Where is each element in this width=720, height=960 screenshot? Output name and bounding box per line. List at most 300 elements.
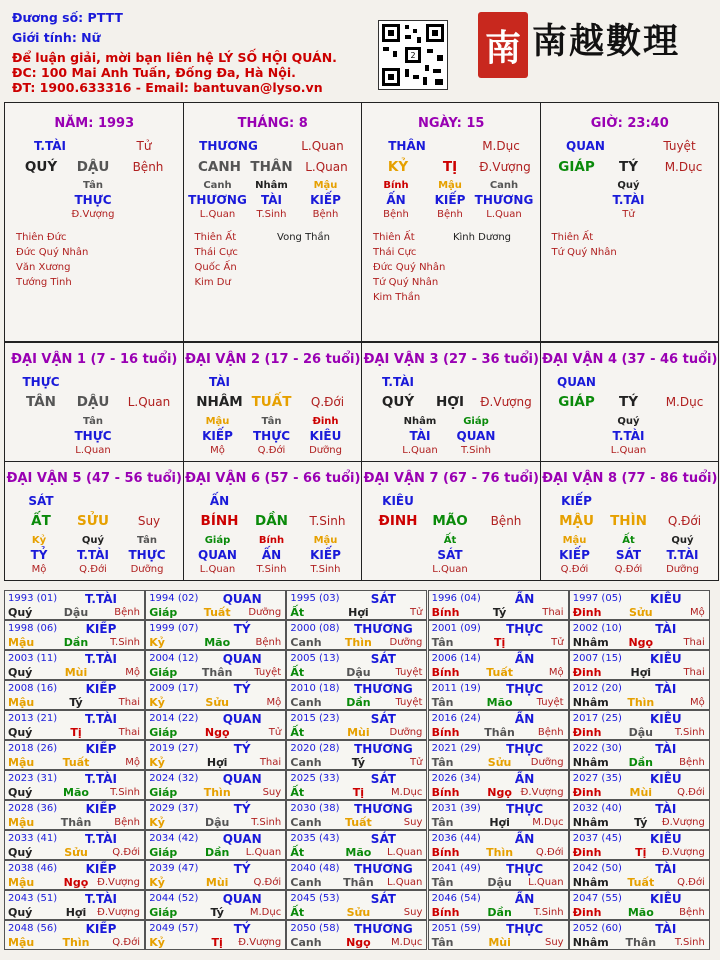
hidden-star: Q.Đới — [560, 564, 589, 575]
year-god: TÀI — [655, 922, 677, 936]
year-cell — [428, 920, 569, 950]
year-branch: Tị — [352, 786, 365, 799]
year-god: TỶ — [233, 742, 251, 756]
year-god: THƯƠNG — [354, 742, 413, 756]
pillar-title: GIỜ: 23:40 — [590, 116, 669, 131]
year-stem: Quý — [8, 606, 33, 619]
year-branch: Thân — [60, 816, 92, 829]
year-label: 2008 (16) — [8, 683, 58, 694]
year-cell — [145, 920, 286, 950]
hidden-stem: Quý — [81, 535, 105, 546]
year-stem: Giáp — [149, 666, 178, 679]
year-label: 2049 (57) — [149, 923, 199, 934]
year-stem: Bính — [431, 906, 460, 919]
dai-van-stem-god: QUAN — [557, 375, 596, 389]
year-cell — [428, 800, 569, 830]
year-god: SÁT — [370, 712, 396, 726]
hidden-stem: Nhâm — [403, 416, 437, 427]
year-label: 2048 (56) — [8, 923, 58, 934]
hidden-star: L.Quan — [402, 445, 438, 456]
year-god: TÀI — [655, 862, 677, 876]
year-branch: Sửu — [346, 906, 371, 919]
year-label: 2041 (49) — [431, 863, 481, 874]
year-star: Q.Đới — [253, 877, 282, 888]
pillar-top-star: Tuyệt — [663, 139, 696, 153]
year-stem: Tân — [431, 876, 454, 889]
year-branch: Mão — [627, 906, 654, 919]
hidden-star: L.Quan — [610, 445, 647, 456]
dai-van-stem: MẬU — [559, 513, 594, 529]
year-branch: Thân — [343, 876, 374, 889]
hidden-stem: Ất — [622, 535, 635, 546]
pillar-branch-star: L.Quan — [305, 160, 348, 174]
year-cell — [569, 740, 710, 770]
year-star: Bệnh — [537, 727, 564, 738]
year-star: M.Dục — [391, 937, 423, 948]
svg-text:2: 2 — [410, 51, 416, 60]
year-branch: Thìn — [486, 846, 514, 859]
dai-van-branch: DẬU — [76, 394, 110, 410]
hidden-god: ẤN — [386, 193, 406, 207]
year-stem: Bính — [431, 606, 460, 619]
special-star: Thái Cực — [373, 247, 417, 258]
pillar-stem: CANH — [198, 159, 241, 175]
year-cell — [4, 590, 145, 620]
dai-van-branch: SỬU — [77, 513, 109, 529]
year-cell — [145, 590, 286, 620]
dai-van-branch-star: T.Sinh — [309, 514, 346, 528]
dai-van-branch-star: Q.Đới — [310, 395, 345, 409]
year-cell — [428, 710, 569, 740]
year-star: Tử — [409, 607, 423, 618]
year-label: 2023 (31) — [8, 773, 58, 784]
year-label: 2030 (38) — [290, 803, 340, 814]
year-cell — [4, 830, 145, 860]
year-cell — [569, 860, 710, 890]
year-god: QUAN — [222, 892, 262, 906]
year-stem: Quý — [8, 726, 33, 739]
year-god: THƯƠNG — [354, 862, 413, 876]
year-branch: Mùi — [64, 666, 88, 679]
hidden-star: L.Quan — [432, 564, 468, 575]
year-cell — [4, 620, 145, 650]
year-god: ẤN — [514, 652, 535, 666]
year-stem: Quý — [8, 786, 33, 799]
hidden-star: T.Sinh — [461, 445, 491, 456]
hidden-stem: Bính — [383, 180, 409, 191]
dai-van-stem: QUÝ — [381, 394, 415, 410]
year-branch: Tuất — [62, 756, 90, 769]
year-god: QUAN — [222, 712, 262, 726]
year-stem: Ất — [290, 726, 305, 739]
dai-van-box — [361, 461, 541, 581]
year-god: T.TÀI — [85, 592, 117, 606]
year-cell — [4, 800, 145, 830]
year-cell — [286, 920, 427, 950]
year-star: Bệnh — [679, 757, 705, 768]
year-branch: Dần — [63, 636, 89, 649]
hidden-god: SÁT — [437, 548, 463, 562]
year-star: Thai — [118, 697, 140, 708]
year-stem: Đinh — [572, 726, 602, 739]
pillar-title: NGÀY: 15 — [418, 116, 485, 131]
year-cell — [4, 770, 145, 800]
year-label: 2001 (09) — [431, 623, 481, 634]
special-star: Kim Dư — [194, 277, 231, 288]
year-stem: Kỷ — [149, 816, 165, 829]
year-stem: Ất — [290, 786, 305, 799]
hidden-star: Bệnh — [437, 209, 463, 220]
year-stem: Tân — [431, 696, 454, 709]
year-branch: Ngọ — [63, 876, 89, 889]
year-stem: Mậu — [8, 696, 35, 709]
year-branch: Tuất — [203, 606, 231, 619]
year-cell — [145, 620, 286, 650]
gender-line: Giới tính: Nữ — [12, 30, 101, 45]
year-branch: Thân — [201, 666, 233, 679]
year-god: QUAN — [222, 772, 262, 786]
hidden-stem: Giáp — [463, 416, 489, 427]
year-branch: Thìn — [203, 786, 231, 799]
year-star: Đ.Vượng — [97, 907, 140, 918]
year-label: 1997 (05) — [572, 593, 622, 604]
year-stem: Tân — [431, 936, 454, 949]
year-god: QUAN — [222, 652, 262, 666]
year-branch: Dậu — [628, 726, 653, 739]
hidden-god: THỰC — [128, 548, 166, 562]
year-god: THỰC — [506, 682, 544, 696]
year-star: Đ.Vượng — [97, 877, 140, 888]
hidden-god: KIẾP — [202, 429, 233, 443]
hidden-stem: Tân — [137, 535, 157, 546]
year-god: ẤN — [514, 892, 535, 906]
pillar-stem: QUÝ — [24, 159, 58, 175]
hidden-star: L.Quan — [75, 445, 111, 456]
year-stem: Canh — [290, 756, 322, 769]
year-branch: Hợi — [206, 756, 228, 769]
year-god: T.TÀI — [85, 652, 117, 666]
special-star: Thái Cực — [194, 247, 238, 258]
year-label: 2022 (30) — [572, 743, 622, 754]
year-god: SÁT — [370, 892, 396, 906]
year-cell — [569, 920, 710, 950]
hidden-stem: Mậu — [313, 535, 338, 546]
dai-van-stem: ĐINH — [378, 513, 418, 529]
year-god: KIÊU — [649, 652, 682, 666]
year-stem: Nhâm — [572, 876, 609, 889]
year-stem: Canh — [290, 876, 322, 889]
year-god: KIÊU — [649, 832, 682, 846]
year-branch: Sửu — [205, 696, 229, 709]
year-cell — [428, 650, 569, 680]
special-star: Đức Quý Nhân — [16, 247, 89, 258]
hidden-star: L.Quan — [199, 564, 236, 575]
year-stem: Ất — [290, 906, 305, 919]
year-star: Dưỡng — [530, 757, 564, 768]
year-branch: Tị — [635, 846, 647, 859]
year-stem: Bính — [431, 666, 460, 679]
special-star: Đức Quý Nhân — [373, 262, 446, 273]
year-branch: Tý — [634, 816, 648, 829]
year-cell — [4, 740, 145, 770]
year-label: 1993 (01) — [8, 593, 58, 604]
year-star: Q.Đới — [677, 787, 705, 798]
hidden-star: Mộ — [210, 445, 225, 456]
hidden-stem: Canh — [203, 180, 232, 191]
year-god: TÀI — [655, 622, 677, 636]
owner-line: Đương số: PTTT — [12, 10, 123, 25]
year-branch: Mão — [204, 636, 231, 649]
year-cell — [4, 890, 145, 920]
year-branch: Thân — [484, 726, 515, 739]
year-branch: Thìn — [344, 636, 372, 649]
year-star: Tử — [551, 637, 564, 648]
year-star: Q.Đới — [535, 847, 564, 858]
hidden-stem: Tân — [261, 416, 282, 427]
year-star: L.Quan — [528, 877, 564, 888]
hidden-star: Bệnh — [383, 209, 409, 220]
year-label: 1994 (02) — [149, 593, 199, 604]
year-star: T.Sinh — [251, 817, 282, 828]
year-star: L.Quan — [386, 847, 423, 858]
year-stem: Mậu — [8, 816, 35, 829]
year-god: SÁT — [370, 772, 396, 786]
year-god: THỰC — [506, 622, 544, 636]
year-branch: Ngọ — [628, 636, 654, 649]
year-branch: Tị — [70, 726, 82, 739]
special-star: Kim Thần — [373, 292, 421, 303]
year-label: 2011 (19) — [431, 683, 481, 694]
year-god: T.TÀI — [85, 772, 117, 786]
hidden-god: SÁT — [615, 548, 642, 562]
dai-van-title: ĐẠI VẬN 4 (37 - 46 tuổi) — [542, 352, 718, 367]
pillar-stem-god: THƯƠNG — [199, 139, 258, 153]
pillar-title: NĂM: 1993 — [54, 116, 135, 131]
year-star: Thai — [542, 607, 564, 618]
year-star: Thai — [683, 637, 705, 648]
year-cell — [286, 830, 427, 860]
hidden-star: Bệnh — [312, 209, 339, 220]
year-label: 2032 (40) — [572, 803, 622, 814]
year-star: Suy — [403, 907, 423, 918]
year-god: TÀI — [655, 802, 677, 816]
dai-van-title: ĐẠI VẬN 8 (77 - 86 tuổi) — [542, 471, 718, 486]
hidden-god: THỰC — [74, 429, 112, 443]
year-stem: Tân — [431, 756, 454, 769]
seal-logo: 南 — [478, 12, 528, 78]
hidden-star: L.Quan — [199, 209, 236, 220]
year-god: KIẾP — [85, 622, 117, 636]
year-cell — [428, 770, 569, 800]
hidden-stem: Giáp — [204, 535, 231, 546]
year-stem: Giáp — [149, 786, 178, 799]
year-god: TỶ — [233, 862, 251, 876]
year-star: Tuyệt — [395, 697, 423, 708]
pillar-branch: TÝ — [619, 159, 638, 175]
year-branch: Tý — [69, 696, 83, 709]
year-stem: Canh — [290, 696, 322, 709]
pillar-stem: KỶ — [387, 159, 409, 175]
year-cell — [286, 800, 427, 830]
special-star: Thiên Đức — [16, 232, 67, 243]
hidden-god: THỰC — [74, 193, 112, 207]
year-branch: Thìn — [62, 936, 90, 949]
year-stem: Ất — [290, 666, 305, 679]
year-branch: Mùi — [347, 726, 370, 739]
year-star: Tuyệt — [395, 667, 423, 678]
year-stem: Nhâm — [572, 696, 609, 709]
year-stem: Canh — [290, 636, 322, 649]
year-cell — [145, 890, 286, 920]
year-stem: Canh — [290, 936, 322, 949]
dai-van-stem: GIÁP — [558, 394, 595, 410]
dai-van-branch: HỢI — [435, 394, 465, 410]
year-stem: Ất — [290, 606, 305, 619]
year-cell — [569, 620, 710, 650]
year-star: Dưỡng — [389, 727, 423, 738]
dai-van-box — [183, 461, 363, 581]
year-star: Mộ — [125, 667, 140, 678]
year-branch: Thìn — [627, 696, 655, 709]
pillar-top-star: M.Dục — [482, 139, 520, 153]
year-stem: Kỷ — [149, 876, 165, 889]
year-god: QUAN — [222, 592, 262, 606]
hidden-god: TÀI — [409, 429, 431, 443]
year-branch: Dần — [487, 906, 512, 919]
header — [0, 0, 720, 102]
dai-van-box — [4, 342, 184, 462]
year-branch: Ngọ — [346, 936, 371, 949]
year-label: 2002 (10) — [572, 623, 622, 634]
hidden-star: Q.Đới — [79, 564, 107, 575]
year-label: 2015 (23) — [290, 713, 340, 724]
year-cell — [569, 680, 710, 710]
address-line: ĐC: 100 Mai Anh Tuấn, Đống Đa, Hà Nội. — [12, 65, 296, 80]
dai-van-box — [540, 461, 720, 581]
pillar-top-star: Tử — [136, 139, 152, 153]
pillar-box — [361, 102, 541, 342]
year-branch: Tý — [351, 756, 366, 769]
year-branch: Sửu — [64, 846, 88, 859]
year-star: M.Dục — [249, 907, 282, 918]
year-star: Tử — [409, 757, 423, 768]
year-label: 2033 (41) — [8, 833, 58, 844]
year-branch: Tuất — [344, 816, 372, 829]
hidden-stem: Ất — [443, 535, 457, 546]
year-star: Q.Đới — [677, 877, 705, 888]
year-god: KIẾP — [85, 922, 117, 936]
year-god: T.TÀI — [85, 832, 117, 846]
hidden-stem: Tân — [83, 180, 103, 191]
year-god: TỶ — [233, 622, 251, 636]
special-star: Quốc Ấn — [194, 262, 237, 273]
hidden-god: THƯƠNG — [188, 193, 247, 207]
special-star: Tứ Quý Nhân — [551, 247, 617, 258]
year-stem: Nhâm — [572, 816, 609, 829]
year-branch: Tý — [210, 906, 224, 919]
year-star: T.Sinh — [533, 907, 564, 918]
year-label: 2052 (60) — [572, 923, 622, 934]
phone-email-line[interactable]: ĐT: 1900.633316 - Email: bantuvan@lyso.vn — [12, 80, 323, 95]
hidden-stem: Mậu — [562, 535, 587, 546]
hidden-god: ẤN — [261, 548, 282, 562]
year-branch: Tuất — [486, 666, 513, 679]
pillar-branch: THÂN — [250, 159, 293, 175]
year-cell — [4, 710, 145, 740]
year-stem: Đinh — [572, 786, 602, 799]
hidden-god: T.TÀI — [666, 548, 699, 562]
year-stem: Giáp — [149, 606, 178, 619]
dai-van-branch: TÝ — [619, 394, 638, 410]
year-label: 2006 (14) — [431, 653, 481, 664]
year-cell — [286, 740, 427, 770]
year-cell — [569, 890, 710, 920]
year-cell — [145, 710, 286, 740]
year-label: 2051 (59) — [431, 923, 481, 934]
year-label: 2046 (54) — [431, 893, 481, 904]
dai-van-stem: NHÂM — [196, 394, 243, 410]
hidden-stem: Nhâm — [255, 180, 288, 191]
hidden-star: Dưỡng — [130, 564, 164, 575]
year-label: 2042 (50) — [572, 863, 622, 874]
year-branch: Hợi — [65, 906, 87, 919]
year-star: Mộ — [690, 607, 705, 618]
year-branch: Mùi — [205, 876, 229, 889]
pillar-top-star: L.Quan — [301, 139, 344, 153]
year-label: 2025 (33) — [290, 773, 340, 784]
year-label: 2036 (44) — [431, 833, 481, 844]
year-star: Thai — [683, 667, 705, 678]
year-stem: Nhâm — [572, 636, 609, 649]
year-branch: Dậu — [63, 606, 89, 619]
year-branch: Tị — [493, 636, 506, 649]
pillar-branch: TỊ — [442, 159, 458, 175]
dai-van-box — [361, 342, 541, 462]
year-label: 2028 (36) — [8, 803, 58, 814]
dai-van-branch-star: Suy — [137, 514, 161, 528]
hidden-stem: Quý — [617, 416, 640, 427]
year-star: Dưỡng — [248, 607, 282, 618]
year-branch: Ngọ — [487, 786, 512, 799]
dai-van-branch: MÃO — [432, 513, 468, 529]
special-star: Thiên Ất — [194, 232, 237, 243]
year-star: Suy — [403, 817, 423, 828]
year-star: T.Sinh — [110, 637, 140, 648]
year-god: T.TÀI — [85, 712, 117, 726]
year-cell — [569, 710, 710, 740]
hidden-god: KIÊU — [309, 429, 342, 443]
year-cell — [569, 590, 710, 620]
hidden-star: T.Sinh — [256, 209, 287, 220]
hidden-stem: Quý — [671, 535, 694, 546]
year-branch: Dậu — [346, 666, 371, 679]
year-star: Thai — [259, 757, 282, 768]
year-stem: Quý — [8, 666, 33, 679]
year-god: KIẾP — [85, 682, 117, 696]
year-god: TỶ — [233, 682, 251, 696]
pillar-box — [540, 102, 720, 342]
year-label: 2020 (28) — [290, 743, 340, 754]
dai-van-branch-star: M.Dục — [665, 395, 704, 409]
year-star: Đ.Vượng — [661, 817, 705, 828]
year-label: 2039 (47) — [149, 863, 199, 874]
year-cell — [4, 920, 145, 950]
year-god: THƯƠNG — [354, 922, 413, 936]
year-label: 2021 (29) — [431, 743, 481, 754]
year-branch: Dần — [346, 696, 371, 709]
year-branch: Tuất — [627, 876, 655, 889]
year-label: 2004 (12) — [149, 653, 199, 664]
